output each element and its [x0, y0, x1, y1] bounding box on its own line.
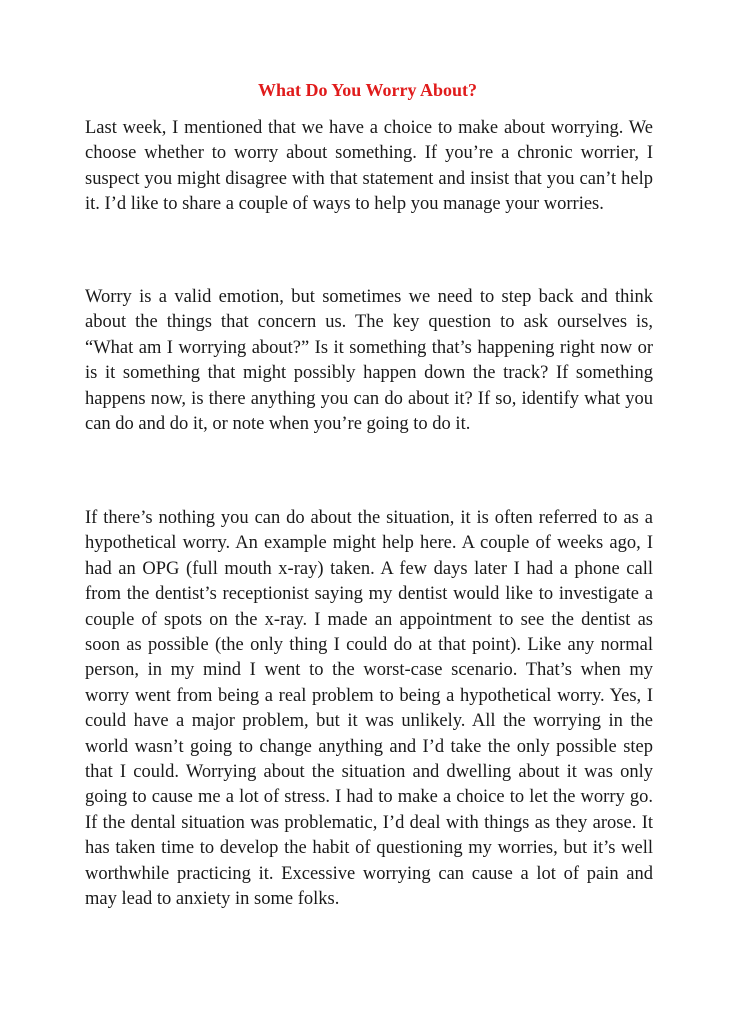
paragraph-1: Last week, I mentioned that we have a choice to make about worrying. We choose whether to worry about something. If you’re a chronic worrier, I suspect you might disagree with that statement and insist that you can’t help it. I’d like to share a couple of ways to help you manage your worries.	[85, 118, 653, 215]
paragraph-3: If there’s nothing you can do about the situation, it is often referred to as a hypothetical worry. An example might help here. A couple of weeks ago, I had an OPG (full mouth x-ray) taken. A few days later I had a phone call from the dentist’s receptionist saying my dentist would like to investigate a couple of spots on the x-ray. I made an appointment to see the dentist as soon as possible (the only thing I could do at that point). Like any normal person, in my mind I went to the worst-case scenario. That’s when my worry went from being a real problem to being a hypothetical worry. Yes, I could have a major problem, but it was unlikely. All the worrying in the world wasn’t going to change anything and I’d take the only possible step that I could. Worrying about the situation and dwelling about it was only going to cause me a lot of stress. I had to make a choice to let the worry go. If the dental situation was problematic, I’d deal with things as they arose. It has taken time to develop the habit of questioning my worries, but it’s well worthwhile practicing it. Excessive worrying can cause a lot of pain and may lead to anxiety in some folks.	[85, 508, 653, 910]
document-title: What Do You Worry About?	[257, 80, 478, 100]
paragraph-2: Worry is a valid emotion, but sometimes we need to step back and think about the things that concern us. The key question to ask ourselves is, “What am I worrying about?” Is it something that’s happening right now or is it something that might possibly happen down the track? If something happens now, is there anything you can do about it? If so, identify what you can do and do it, or note when you’re going to do it.	[85, 287, 653, 435]
